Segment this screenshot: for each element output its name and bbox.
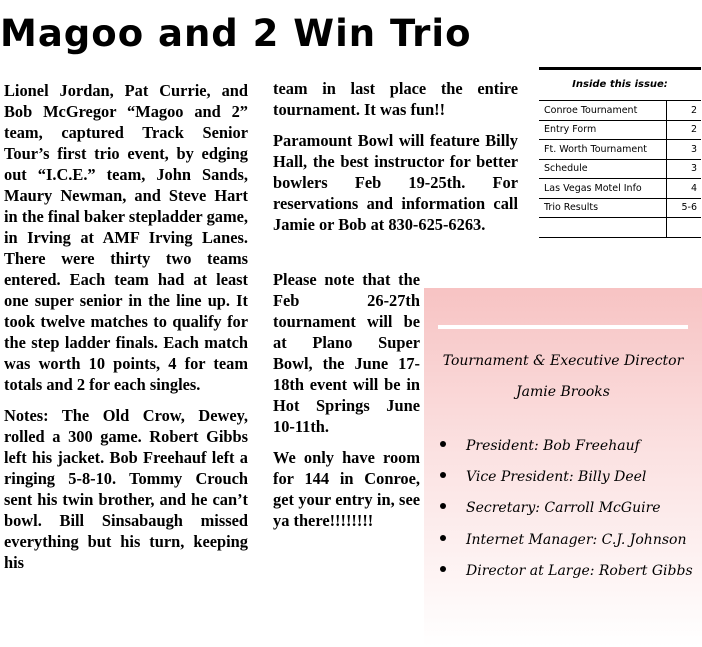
director-name: Jamie Brooks — [516, 384, 610, 400]
contents-title: Trio Results — [539, 198, 667, 218]
officer-text: Vice President: Billy Deel — [466, 469, 647, 486]
panel-heading-title: Tournament & Executive Director — [442, 353, 684, 369]
list-item — [440, 438, 693, 469]
contents-page: 2 — [667, 101, 702, 121]
contents-title: Entry Form — [539, 120, 667, 140]
contents-page: 3 — [667, 159, 702, 179]
list-item — [440, 500, 693, 531]
inside-this-issue-box — [539, 67, 701, 238]
contents-row[interactable] — [539, 120, 701, 140]
officers-list — [440, 438, 693, 594]
bullet-icon — [440, 472, 446, 478]
contents-page: 4 — [667, 179, 702, 199]
contents-page: 5-6 — [667, 198, 702, 218]
article-paragraph: Lionel Jordan, Pat Currie, and Bob McGregor “Magoo and 2” team, captured Track Senior Tour’s first trio event, by edging out “I.C.E.” team, John Sands, Maury Newman, and Steve Hart in the final baker stepladder game, in Irving at AMF Irving Lanes. There were thirty two teams entered. Each team had at least one super senior in the line up. It took twelve matches to qualify for the step ladder finals. Each match was worth 10 points, 4 for team totals and 2 for each singles. — [4, 81, 248, 394]
director-panel — [424, 288, 702, 647]
contents-row[interactable] — [539, 101, 701, 121]
officer-text: Internet Manager: C.J. Johnson — [466, 531, 687, 548]
article-paragraph: Notes: The Old Crow, Dewey, rolled a 300 game. Robert Gibbs left his jacket. Bob Freehauf left a ringing 5-8-10. Tommy Crouch sent his twin brother, and he can’t bowl. Bill Sinsabaugh missed everything but his turn, keeping his — [4, 406, 248, 572]
article-paragraph: team in last place the entire tournament. It was fun!! — [273, 79, 518, 119]
officer-text: Director at Large: Robert Gibbs — [466, 562, 693, 579]
contents-page: 3 — [667, 140, 702, 160]
contents-row[interactable] — [539, 159, 701, 179]
list-item — [440, 532, 693, 563]
contents-title — [539, 218, 667, 238]
article-column-2-top — [273, 78, 518, 245]
list-item — [440, 469, 693, 500]
panel-heading — [424, 346, 702, 408]
bullet-icon — [440, 441, 446, 447]
article-paragraph: We only have room for 144 in Conroe, get your entry in, see ya there!!!!!!!! — [273, 448, 420, 530]
bullet-icon — [440, 535, 446, 541]
contents-row[interactable] — [539, 140, 701, 160]
article-paragraph: Paramount Bowl will feature Billy Hall, the best instructor for better bowlers Feb 19-25th. For reservations and information call Jamie or Bob at 830-625-6263. — [273, 131, 518, 234]
officer-text: Secretary: Carroll McGuire — [466, 500, 661, 517]
inside-title: Inside this issue: — [572, 79, 668, 90]
article-paragraph: Please note that the Feb 26-27th tournament will be at Plano Super Bowl, the June 17-18th event will be in Hot Springs June 10-11th. — [273, 270, 420, 436]
contents-title: Las Vegas Motel Info — [539, 179, 667, 199]
bullet-icon — [440, 503, 446, 509]
article-column-1 — [4, 80, 248, 583]
contents-page: 2 — [667, 120, 702, 140]
list-item — [440, 563, 693, 594]
contents-page — [667, 218, 702, 238]
contents-title: Ft. Worth Tournament — [539, 140, 667, 160]
bullet-icon — [440, 566, 446, 572]
contents-table — [539, 100, 701, 238]
contents-row[interactable] — [539, 179, 701, 199]
headline: Magoo and 2 Win Trio — [0, 12, 472, 55]
officer-text: President: Bob Freehauf — [466, 438, 640, 454]
contents-row — [539, 218, 701, 238]
contents-row[interactable] — [539, 198, 701, 218]
contents-title: Conroe Tournament — [539, 101, 667, 121]
contents-title: Schedule — [539, 159, 667, 179]
article-column-2-bottom — [273, 269, 420, 541]
panel-divider — [438, 325, 688, 329]
